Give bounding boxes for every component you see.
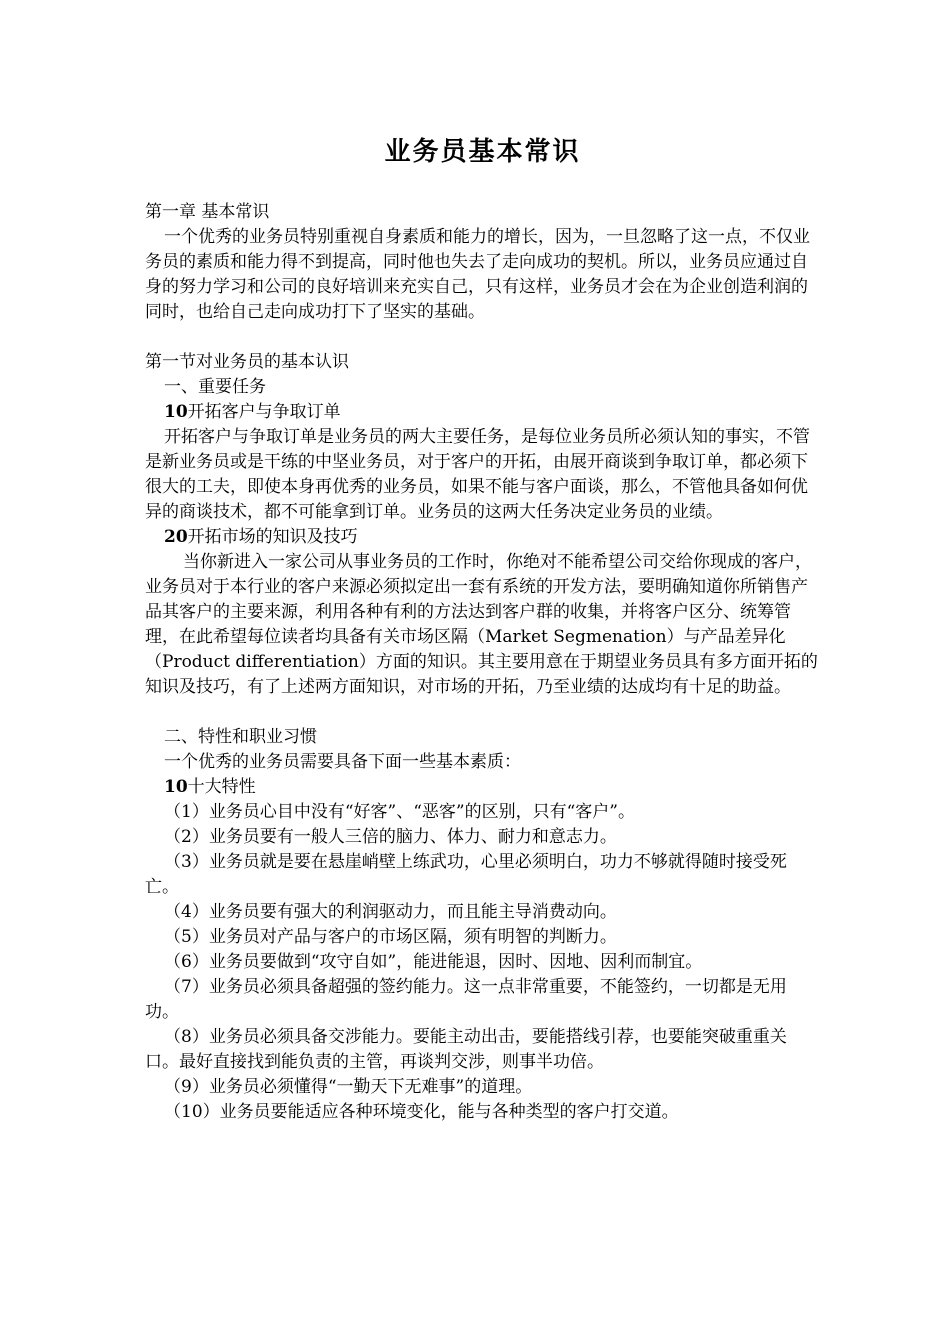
list-item: （1）业务员心目中没有“好客”、“恶客”的区别，只有“客户”。 [164, 802, 635, 822]
part1-heading: 一、重要任务 [164, 377, 266, 397]
list-item: （2）业务员要有一般人三倍的脑力、体力、耐力和意志力。 [164, 827, 617, 847]
part1-item1-heading [145, 400, 820, 425]
part1-item2-heading [145, 525, 820, 550]
list-item: （6）业务员要做到“攻守自如”，能进能退，因时、因地、因利而制宜。 [164, 952, 703, 972]
part1-item2-paragraph: 当你新进入一家公司从事业务员的工作时，你绝对不能希望公司交给你现成的客户，业务员对于本行业的客户来源必须拟定出一套有系统的开发方法，要明确知道你所销售产品其客户的主要来源，利用各种有利的方法达到客户群的收集，并将客户区分、统筹管理，在此希望每位读者均具备有关市场区隔（Market Segmenation）与产品差异化（Product differentiation）方面的知识。其主要用意在于期望业务员具有多方面开拓的知识及技巧，有了上述两方面知识，对市场的开拓，乃至业绩的达成均有十足的助益。 [145, 552, 818, 697]
traits-list [145, 800, 820, 1125]
item-number: 10 [164, 402, 188, 422]
item-number: 10 [164, 777, 188, 797]
part2-heading: 二、特性和职业习惯 [164, 727, 317, 747]
section-heading: 第一节对业务员的基本认识 [145, 352, 349, 372]
chapter-heading: 第一章 基本常识 [145, 202, 270, 222]
page-title: 业务员基本常识 [384, 137, 581, 167]
list-item: （5）业务员对产品与客户的市场区隔，须有明智的判断力。 [164, 927, 617, 947]
part2-intro: 一个优秀的业务员需要具备下面一些基本素质： [164, 752, 521, 772]
spacer [145, 700, 820, 725]
list-item: （10）业务员要能适应各种环境变化，能与各种类型的客户打交道。 [164, 1102, 679, 1122]
document-body [145, 200, 820, 1125]
item-number: 20 [164, 527, 188, 547]
list-item: （3）业务员就是要在悬崖峭壁上练武功，心里必须明白，功力不够就得随时接受死亡。 [145, 852, 787, 897]
list-item: （7）业务员必须具备超强的签约能力。这一点非常重要，不能签约，一切都是无用功。 [145, 977, 787, 1022]
item-title: 开拓客户与争取订单 [187, 402, 341, 422]
spacer [145, 325, 820, 350]
traits-heading [145, 775, 820, 800]
list-item: （4）业务员要有强大的利润驱动力，而且能主导消费动向。 [164, 902, 617, 922]
item-title: 十大特性 [187, 777, 256, 797]
chapter-intro-paragraph: 一个优秀的业务员特别重视自身素质和能力的增长，因为，一旦忽略了这一点，不仅业务员的素质和能力得不到提高，同时他也失去了走向成功的契机。所以，业务员应通过自身的努力学习和公司的良好培训来充实自己，只有这样，业务员才会在为企业创造利润的同时，也给自己走向成功打下了坚实的基础。 [145, 227, 810, 322]
list-item: （8）业务员必须具备交涉能力。要能主动出击，要能搭线引荐，也要能突破重重关口。最好直接找到能负责的主管，再谈判交涉，则事半功倍。 [145, 1027, 787, 1072]
part1-item1-paragraph: 开拓客户与争取订单是业务员的两大主要任务，是每位业务员所必须认知的事实，不管是新业务员或是干练的中坚业务员，对于客户的开拓，由展开商谈到争取订单，都必须下很大的工夫，即使本身再优秀的业务员，如果不能与客户面谈，那么，不管他具备如何优异的商谈技术，都不可能拿到订单。业务员的这两大任务决定业务员的业绩。 [145, 427, 810, 522]
item-title: 开拓市场的知识及技巧 [187, 527, 358, 547]
list-item: （9）业务员必须懂得“一勤天下无难事”的道理。 [164, 1077, 533, 1097]
